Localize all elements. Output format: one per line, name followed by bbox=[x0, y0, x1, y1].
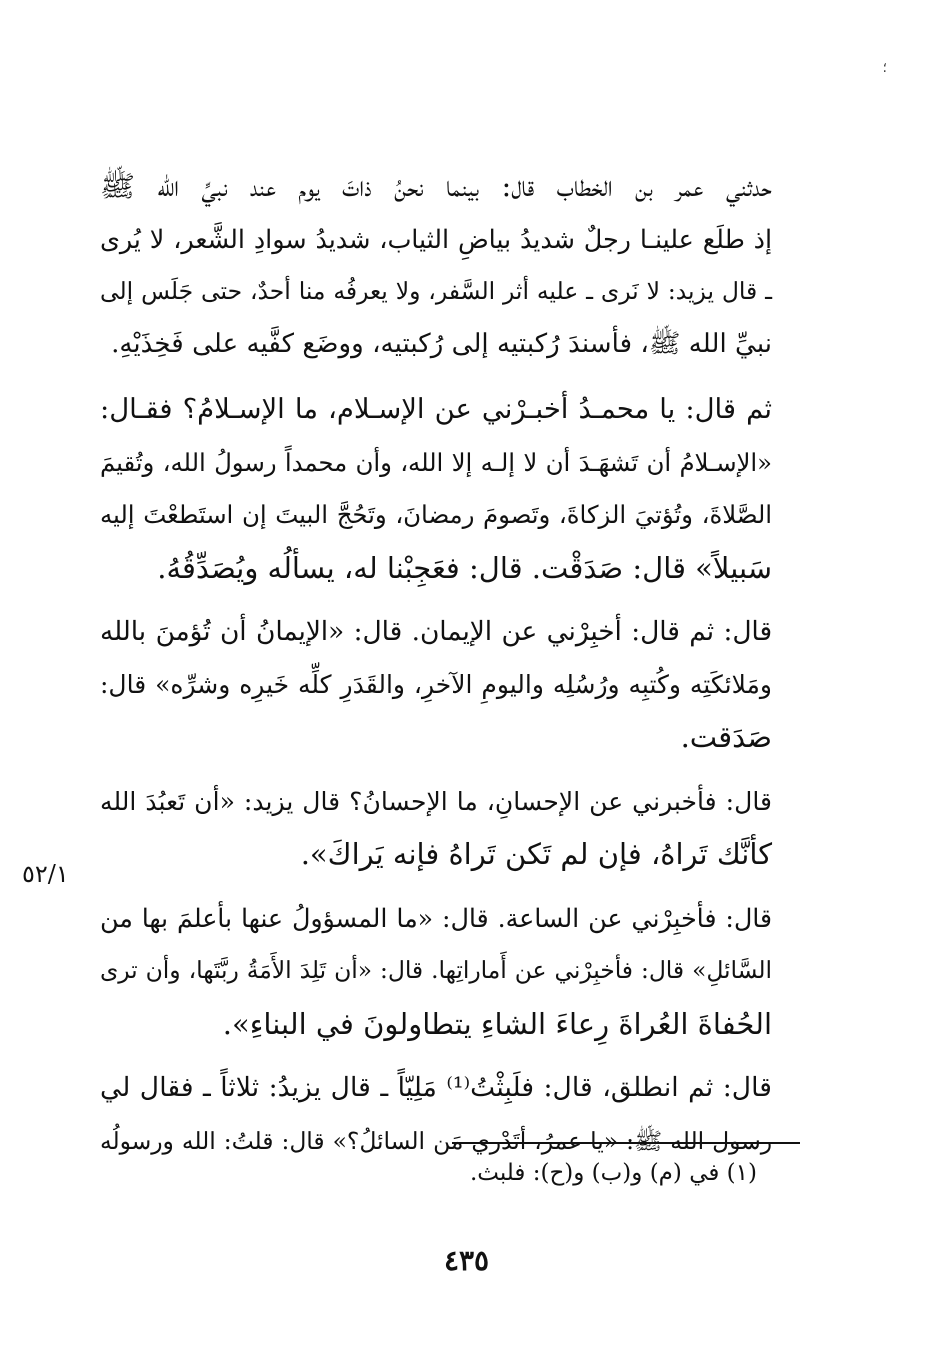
text-line: السَّائلِ» قال: فأخبِرْني عن أَماراتِها. قال: «أن تَلِدَ الأَمَةُ ربَّتَها، وأن ترى bbox=[100, 957, 772, 984]
text-line: إذ طلَع علينـا رجلٌ شديدُ بياضِ الثياب، شديدُ سوادِ الشَّعر، لا يُرى bbox=[100, 223, 772, 254]
text-line: «الإسـلامُ أن تَشهَـدَ أن لا إلـه إلا الله، وأن محمداً رسولُ الله، وتُقيمَ bbox=[100, 447, 772, 477]
paragraph bbox=[100, 160, 810, 370]
paragraph bbox=[100, 893, 810, 1051]
paragraph bbox=[100, 776, 810, 881]
main-text bbox=[100, 160, 810, 1179]
text-line: ومَلائكَتِه وكُتبِه ورُسُلِه واليومِ الآخرِ، والقَدَرِ كلِّه خَيرِه وشرِّه» قال: bbox=[100, 669, 772, 699]
text-line: سَبيلاً» قال: صَدَقْت. قال: فعَجِبْنا له، يسألُه ويُصَدِّقُهُ. bbox=[157, 550, 772, 585]
text-line: صَدَقت. bbox=[680, 720, 772, 754]
text-line: رسول الله ﷺ: «يا عمرُ، أتَدْري مَن السائلُ؟» قال: قلتُ: الله ورسولُه bbox=[100, 1126, 772, 1155]
text-line: حدثني عمر بن الخطاب قال: بينما نحنُ ذاتَ يوم عند نبيِّ الله ﷺ bbox=[100, 169, 772, 203]
corner-mark: ؛ bbox=[882, 60, 887, 76]
text-line: نبيِّ الله ﷺ، فأسندَ رُكبتيه إلى رُكبتيه، ووضَع كفَّيه على فَخِذَيْهِ. bbox=[111, 328, 772, 359]
text-line: ـ قال يزيد: لا نَرى ـ عليه أثر السَّفر، ولا يعرفُه منا أحدٌ، حتى جَلَس إلى bbox=[100, 277, 772, 305]
text-line: قال: ثم قال: أخبِرْني عن الإيمان. قال: «الإيمانُ أن تُؤمنَ بالله bbox=[100, 617, 772, 647]
text-line: قال: ثم انطلق، قال: فلَبِثْتُ⁽¹⁾ مَلِيّاً ـ قال يزيدُ: ثلاثاً ـ فقال لي bbox=[100, 1072, 772, 1103]
paragraph bbox=[100, 606, 810, 764]
text-line: كأنَّك تَراهُ، فإن لم تَكن تَراهُ فإنه يَراكَ». bbox=[300, 837, 772, 871]
text-line: قال: فأخبرني عن الإحسانِ، ما الإحسانُ؟ قال يزيد: «أن تَعبُدَ الله bbox=[100, 786, 772, 816]
footnote-divider bbox=[452, 1142, 800, 1144]
text-line: الحُفاةَ العُراةَ رِعاءَ الشاءِ يتطاولونَ في البناءِ». bbox=[222, 1006, 772, 1041]
paragraph bbox=[100, 1062, 810, 1167]
text-line: ثم قال: يا محمـدُ أخبـرْني عن الإسـلام، ما الإسـلامُ؟ فقـال: bbox=[100, 394, 772, 425]
page-number: ٤٣٥ bbox=[443, 1244, 490, 1277]
paragraph bbox=[100, 384, 810, 594]
text-line: الصَّلاةَ، وتُؤتيَ الزكاةَ، وتَصومَ رمضانَ، وتَحُجَّ البيتَ إن استَطعْتَ إليه bbox=[100, 500, 772, 529]
margin-reference: ٥٢/١ bbox=[22, 860, 69, 888]
footnote: (١) في (م) و(ب) و(ح): فلبث. bbox=[469, 1160, 757, 1186]
text-line: قال: فأخبِرْني عن الساعة. قال: «ما المسؤولُ عنها بأعلمَ بها من bbox=[100, 903, 772, 933]
